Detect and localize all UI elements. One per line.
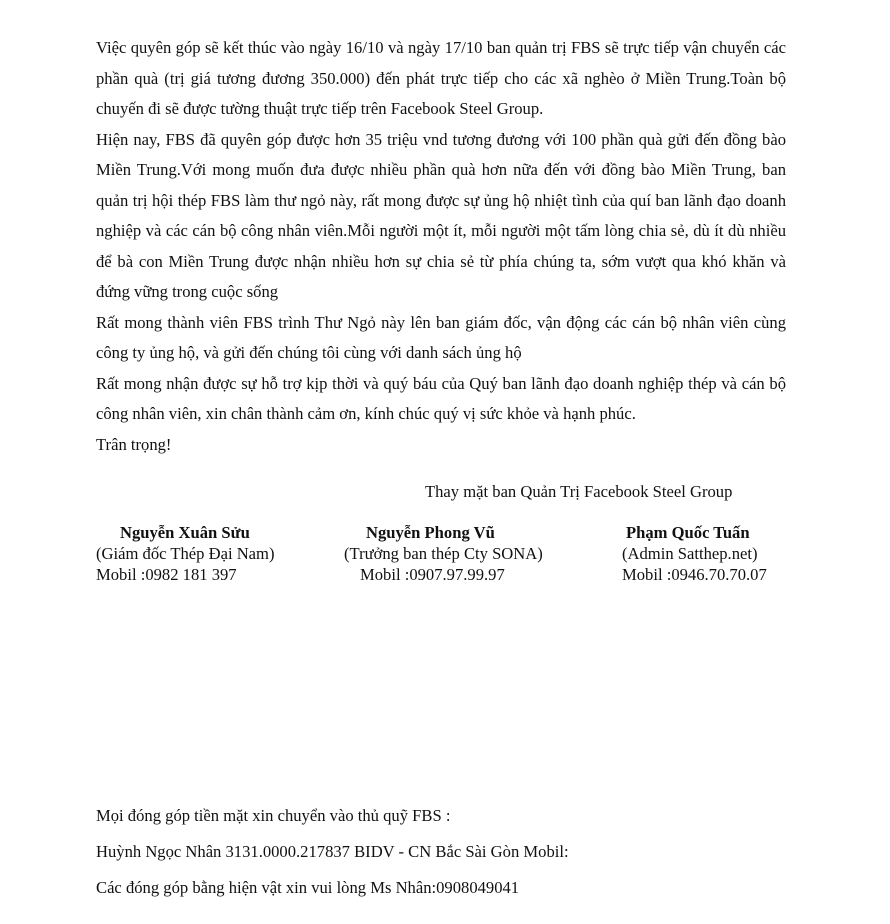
signatory-name: Phạm Quốc Tuấn — [626, 523, 750, 542]
donation-footer — [96, 801, 796, 909]
signatory-role: (Admin Satthep.net) — [622, 544, 758, 563]
body-paragraph: Hiện nay, FBS đã quyên góp được hơn 35 triệu vnd tương đương với 100 phần quà gửi đến đồng bào Miền Trung.Với mong muốn đưa được nhiều phần quà hơn nữa đến với đồng bào Miền Trung, ban quản trị hội thép FBS làm thư ngỏ này, rất mong được sự ủng hộ nhiệt tình của quí ban lãnh đạo doanh nghiệp và các cán bộ công nhân viên.Mỗi người một ít, mỗi người một tấm lòng chia sẻ, dù ít dù nhiều để bà con Miền Trung được nhận nhiều hơn sự chia sẻ từ phía chúng ta, sớm vượt qua khó khăn và đứng vững trong cuộc sống — [96, 129, 786, 301]
signatory-phone: Mobil :0907.97.99.97 — [360, 565, 505, 584]
on-behalf-line: Thay mặt ban Quản Trị Facebook Steel Group — [425, 482, 733, 501]
signatory-block — [622, 522, 767, 585]
footer-goods-line: Các đóng góp bằng hiện vật xin vui lòng Ms Nhân:0908049041 — [96, 878, 520, 897]
body-paragraph: Rất mong nhận được sự hỗ trợ kịp thời và quý báu của Quý ban lãnh đạo doanh nghiệp thép và cán bộ công nhân viên, xin chân thành cảm ơn, kính chúc quý vị sức khỏe và hạnh phúc. — [96, 373, 786, 423]
signatory-role: (Giám đốc Thép Đại Nam) — [96, 544, 275, 563]
letter-body — [96, 33, 786, 460]
signatory-name: Nguyễn Xuân Sửu — [120, 523, 250, 542]
footer-cash-line: Mọi đóng góp tiền mặt xin chuyển vào thủ quỹ FBS : — [96, 806, 451, 825]
closing-line: Trân trọng! — [96, 434, 172, 454]
signatory-name: Nguyễn Phong Vũ — [366, 523, 495, 542]
signatory-phone: Mobil :0946.70.70.07 — [622, 565, 767, 584]
signatory-phone: Mobil :0982 181 397 — [96, 565, 237, 584]
body-paragraph: Rất mong thành viên FBS trình Thư Ngỏ này lên ban giám đốc, vận động các cán bộ nhân viên cùng công ty ủng hộ, và gửi đến chúng tôi cùng với danh sách ủng hộ — [96, 312, 786, 362]
body-paragraph: Việc quyên góp sẽ kết thúc vào ngày 16/10 và ngày 17/10 ban quản trị FBS sẽ trực tiếp vận chuyển các phần quà (trị giá tương đương 350.000) đến phát trực tiếp cho các xã nghèo ở Miền Trung.Toàn bộ chuyến đi sẽ được tường thuật trực tiếp trên Facebook Steel Group. — [96, 38, 786, 118]
signatory-role: (Trưởng ban thép Cty SONA) — [344, 544, 543, 563]
signatory-block — [96, 522, 274, 585]
footer-bank-line: Huỳnh Ngọc Nhân 3131.0000.217837 BIDV - CN Bắc Sài Gòn Mobil: — [96, 842, 569, 861]
signatory-block — [344, 522, 543, 585]
